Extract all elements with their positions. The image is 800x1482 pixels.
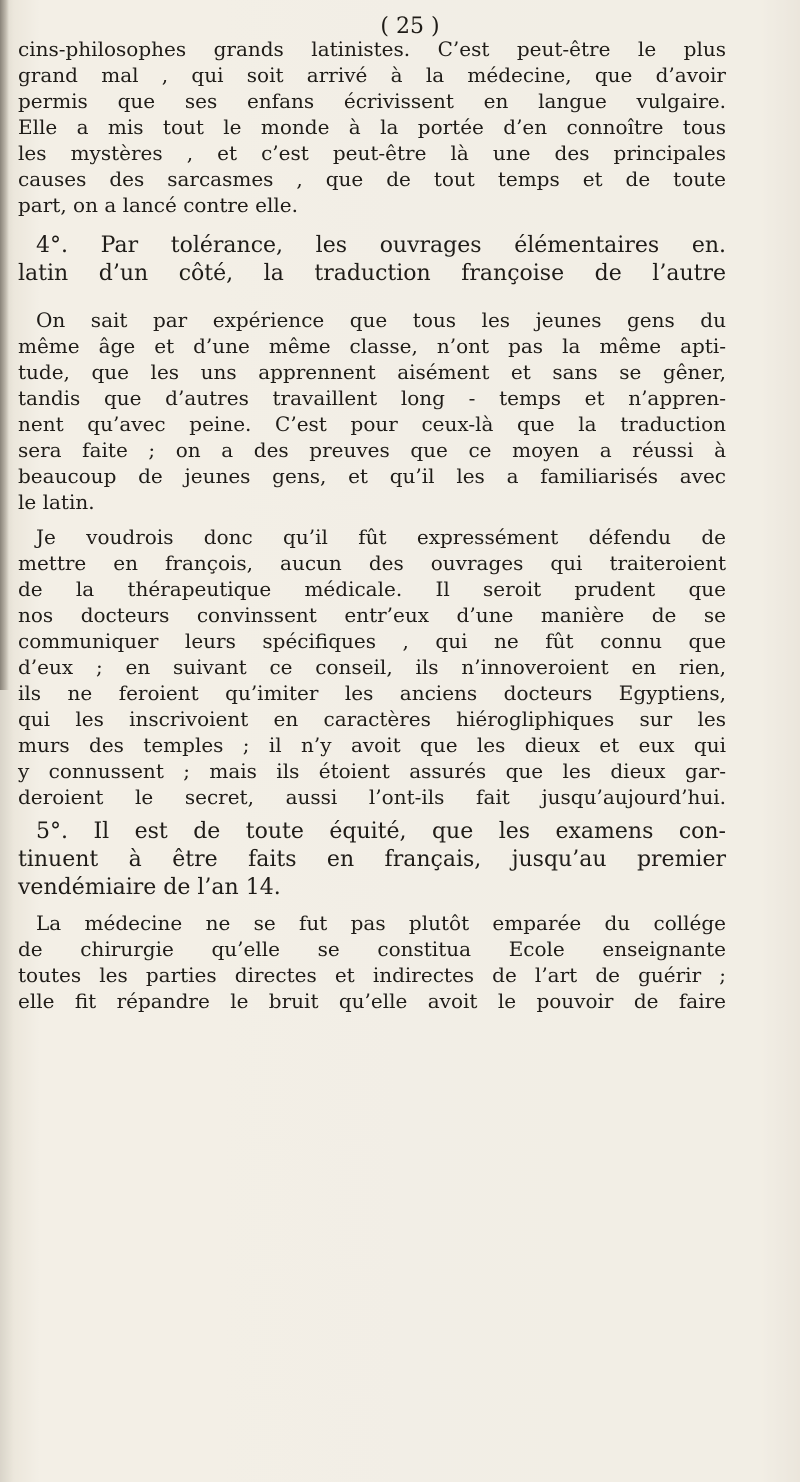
text-line: communiquer leurs spécifiques , qui ne fût connu que	[18, 629, 726, 653]
page-number: ( 25 )	[380, 14, 440, 39]
section-heading-4	[18, 232, 726, 288]
text-line: Elle a mis tout le monde à la portée d’en connoître tous	[18, 115, 726, 139]
heading-line: latin d’un côté, la traduction françoise de l’autre	[18, 261, 726, 286]
text-line: beaucoup de jeunes gens, et qu’il les a familiarisés avec	[18, 464, 726, 488]
paragraph	[18, 910, 726, 1014]
text-line: On sait par expérience que tous les jeunes gens du	[36, 308, 726, 332]
paragraph-continuation	[18, 36, 726, 218]
text-line: tandis que d’autres travaillent long - temps et n’appren-	[18, 386, 726, 410]
text-line: grand mal , qui soit arrivé à la médecine, que d’avoir	[18, 63, 726, 87]
paragraph	[18, 307, 726, 515]
text-line: La médecine ne se fut pas plutôt emparée du collége	[36, 911, 726, 935]
text-line: part, on a lancé contre elle.	[18, 193, 298, 217]
text-line: qui les inscrivoient en caractères hiérogliphiques sur les	[18, 707, 726, 731]
text-line: le latin.	[18, 490, 95, 514]
text-line: les mystères , et c’est peut-être là une des principales	[18, 141, 726, 165]
text-line: Je voudrois donc qu’il fût expressément défendu de	[36, 525, 726, 549]
heading-line: tinuent à être faits en français, jusqu’au premier	[18, 847, 726, 872]
text-line: ils ne feroient qu’imiter les anciens docteurs Egyptiens,	[18, 681, 726, 705]
text-line: tude, que les uns apprennent aisément et sans se gêner,	[18, 360, 726, 384]
text-line: causes des sarcasmes , que de tout temps et de toute	[18, 167, 726, 191]
text-line: sera faite ; on a des preuves que ce moyen a réussi à	[18, 438, 726, 462]
text-line: murs des temples ; il n’y avoit que les dieux et eux qui	[18, 733, 726, 757]
paragraph	[18, 524, 726, 810]
text-line: toutes les parties directes et indirectes de l’art de guérir ;	[18, 963, 726, 987]
text-line: elle fit répandre le bruit qu’elle avoit le pouvoir de faire	[18, 989, 726, 1013]
heading-line: 5°. Il est de toute équité, que les examens con-	[36, 819, 726, 844]
text-line: nent qu’avec peine. C’est pour ceux-là que la traduction	[18, 412, 726, 436]
text-line: de chirurgie qu’elle se constitua Ecole enseignante	[18, 937, 726, 961]
section-heading-5	[18, 818, 726, 902]
text-line: cins-philosophes grands latinistes. C’est peut-être le plus	[18, 37, 726, 61]
text-line: deroient le secret, aussi l’ont-ils fait jusqu’aujourd’hui.	[18, 785, 726, 809]
text-line: de la thérapeutique médicale. Il seroit prudent que	[18, 577, 726, 601]
text-line: nos docteurs convinssent entr’eux d’une manière de se	[18, 603, 726, 627]
text-line: même âge et d’une même classe, n’ont pas la même apti-	[18, 334, 726, 358]
text-line: permis que ses enfans écrivissent en langue vulgaire.	[18, 89, 726, 113]
heading-line: 4°. Par tolérance, les ouvrages élémentaires en.	[36, 233, 726, 258]
text-line: d’eux ; en suivant ce conseil, ils n’innoveroient en rien,	[18, 655, 726, 679]
text-line: y connussent ; mais ils étoient assurés que les dieux gar-	[18, 759, 726, 783]
heading-line: vendémiaire de l’an 14.	[18, 875, 281, 900]
page-binding-edge	[0, 0, 9, 690]
text-line: mettre en françois, aucun des ouvrages qui traiteroient	[18, 551, 726, 575]
